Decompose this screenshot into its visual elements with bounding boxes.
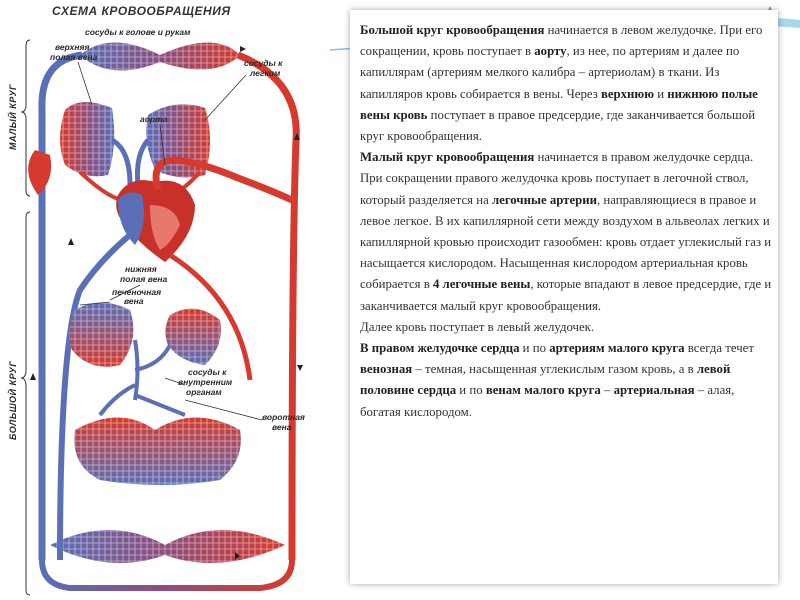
text-span: всегда течет bbox=[684, 341, 754, 356]
label-hepatic-2: вена bbox=[124, 296, 144, 306]
label-portal-1: воротная bbox=[262, 412, 305, 422]
paragraph-left-ventricle: Далее кровь поступает в левый желудочек. bbox=[360, 319, 595, 334]
text-span: и bbox=[654, 86, 668, 101]
label-hepatic-1: печеночная bbox=[112, 287, 162, 297]
label-svc-1: верхняя bbox=[55, 42, 90, 52]
bold-aorta: аорту bbox=[534, 44, 567, 59]
text-span: начинается в левом желудочке. При его сокращении, кровь поступает в bbox=[360, 23, 763, 59]
label-lungs-1: сосуды к bbox=[244, 58, 283, 68]
liver-capillaries bbox=[69, 303, 133, 367]
text-span: и по bbox=[519, 341, 550, 356]
text-span: , из нее, по артериям и далее по капиллярам (артериям мелкого калибра – артериолам) в ткани. Из капилляров кровь собирается в вены. Через bbox=[360, 44, 740, 101]
bold-ivc: нижнюю полые вены кровь bbox=[360, 86, 758, 122]
paragraph-big-circle bbox=[360, 20, 772, 147]
bold-arterial: артериальная bbox=[613, 383, 695, 398]
label-organs-2: внутренним bbox=[178, 377, 233, 387]
label-big-circle: БОЛЬШОЙ КРУГ bbox=[8, 360, 18, 440]
label-portal-2: вена bbox=[272, 422, 292, 432]
bold-left-heart: левой половине сердца bbox=[360, 362, 731, 398]
bold-venous: венозная bbox=[360, 362, 413, 377]
aorta-descending-vessel bbox=[238, 55, 296, 560]
bold-pulmonary-arteries: легочные артерии bbox=[491, 192, 598, 207]
left-lung-capillaries bbox=[60, 102, 114, 176]
label-lungs-2: легким bbox=[250, 68, 281, 78]
bold-pulmonary-veins: 4 легочные вены bbox=[432, 277, 531, 292]
lower-body-capillaries bbox=[50, 530, 285, 563]
head-arms-capillaries bbox=[80, 43, 240, 71]
text-span: , направляющиеся в правое и левое легкое. В их капиллярной сети между воздухом в альвеолах легких и капиллярной кровью происходит газообмен: кровь отдает углекислый газ и насыщается кислородом. Насыщенная кислородом артериальная кровь собирается в bbox=[360, 192, 772, 292]
label-organs-3: органам bbox=[186, 387, 222, 397]
diagram-title: СХЕМА КРОВООБРАЩЕНИЯ bbox=[52, 4, 231, 18]
bold-small-arteries: артериям малого круга bbox=[549, 341, 685, 356]
bold-svc: верхнюю bbox=[600, 86, 654, 101]
text-span: и по bbox=[456, 383, 486, 398]
big-circle-bracket bbox=[21, 212, 30, 595]
label-ivc-1: нижняя bbox=[125, 264, 157, 274]
text-span: – bbox=[600, 383, 614, 398]
label-svc-2: полая вена bbox=[50, 52, 98, 62]
label-organs-1: сосуды к bbox=[188, 367, 227, 377]
label-small-circle: МАЛЫЙ КРУГ bbox=[8, 83, 18, 150]
circulation-diagram bbox=[0, 0, 330, 600]
bold-small-veins: венам малого круга bbox=[485, 383, 601, 398]
organ-capillaries bbox=[165, 309, 221, 365]
intestine-capillaries bbox=[74, 418, 241, 486]
text-panel bbox=[330, 0, 800, 600]
paragraph-blood-types bbox=[360, 338, 772, 423]
paragraph-small-circle bbox=[360, 147, 772, 317]
text-content bbox=[360, 20, 772, 423]
label-aorta: аорта bbox=[140, 114, 168, 124]
text-span: начинается в правом желудочке сердца. При сокращении правого желудочка кровь поступает в легочной ствол, который разделяется на bbox=[360, 150, 754, 207]
text-span: поступает в правое предсердие, где заканчивается большой круг кровообращения. bbox=[360, 107, 756, 144]
bold-small-circle: Малый круг кровообращения bbox=[360, 150, 535, 165]
heart bbox=[116, 180, 195, 262]
text-span: , которые впадают в левое предсердие, где и заканчивается малый круг кровообращения. bbox=[360, 277, 772, 313]
label-ivc-2: полая вена bbox=[120, 274, 168, 284]
label-head-arms: сосуды к голове и рукам bbox=[85, 27, 191, 37]
bold-big-circle: Большой круг кровообращения bbox=[360, 23, 545, 37]
text-span: – алая, богатая кислородом. bbox=[360, 383, 735, 419]
bold-right-ventricle: В правом желудочке сердца bbox=[360, 341, 520, 356]
text-box bbox=[350, 10, 778, 584]
text-span: – темная, насыщенная углекислым газом кровь, а в bbox=[412, 362, 697, 377]
